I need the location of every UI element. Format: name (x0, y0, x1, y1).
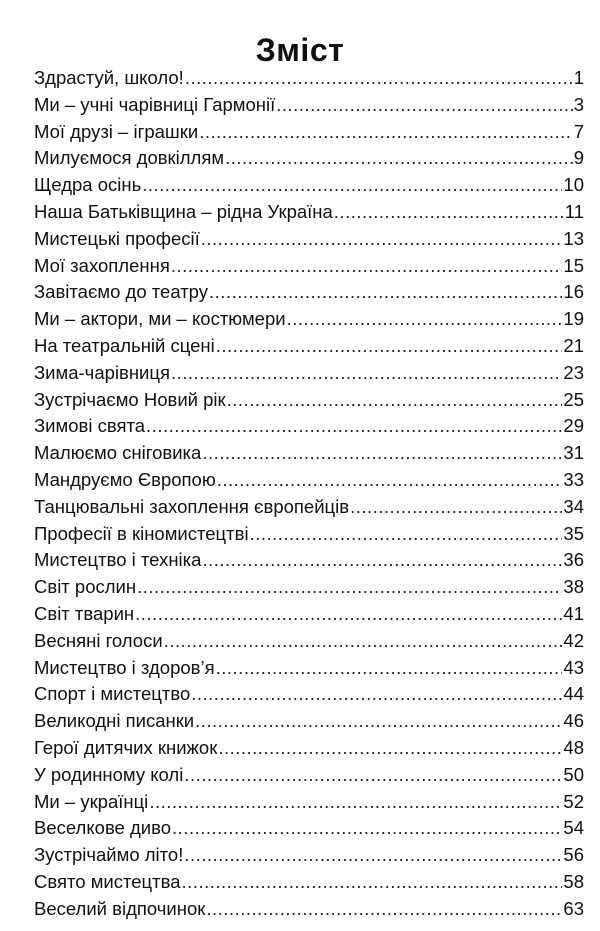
toc-dot-leader (184, 762, 562, 789)
toc-entry-page-number: 54 (563, 817, 584, 839)
toc-entry[interactable] (34, 226, 584, 253)
toc-entry-title: Мандруємо Європою (34, 468, 216, 490)
toc-entry-page-number: 34 (563, 495, 584, 517)
toc-entry-title: Професії в кіномистецтві (34, 522, 249, 544)
toc-entry-title: Великодні писанки (34, 710, 195, 732)
toc-entry[interactable] (34, 387, 584, 414)
toc-entry-title: Мої друзі – іграшки (34, 120, 199, 142)
toc-entry-title: Світ тварин (34, 602, 135, 624)
toc-entry-title: На театральній сцені (34, 334, 215, 356)
toc-entry[interactable] (34, 92, 584, 119)
toc-dot-leader (164, 628, 563, 655)
toc-entry[interactable] (34, 119, 584, 146)
toc-entry-page-number: 7 (573, 120, 584, 142)
toc-entry-title: Ми – українці (34, 790, 149, 812)
toc-entry-title: Зимові свята (34, 415, 146, 437)
toc-dot-leader (287, 306, 563, 333)
toc-dot-leader (171, 253, 563, 280)
toc-entry-title: Весняні голоси (34, 629, 163, 651)
toc-entry[interactable] (34, 655, 584, 682)
toc-entry-page-number: 33 (563, 468, 584, 490)
toc-entry-page-number: 21 (563, 334, 584, 356)
toc-entry[interactable] (34, 708, 584, 735)
toc-dot-leader (216, 333, 563, 360)
toc-dot-leader (209, 279, 562, 306)
toc-dot-leader (191, 681, 562, 708)
toc-dot-leader (182, 869, 563, 896)
page-title: Зміст (255, 32, 345, 68)
toc-dot-leader (276, 92, 572, 119)
toc-entry-title: Світ рослин (34, 576, 137, 598)
toc-dot-leader (217, 467, 563, 494)
toc-entry-title: Зустрічаємо Новий рік (34, 388, 226, 410)
toc-entry-title: Герої дитячих книжок (34, 736, 218, 758)
toc-entry[interactable] (34, 253, 584, 280)
toc-dot-leader (199, 119, 573, 146)
toc-entry-title: Ми – актори, ми – костюмери (34, 308, 286, 330)
toc-entry-page-number: 31 (563, 442, 584, 464)
toc-entry-title: Мистецтво і техніка (34, 549, 202, 571)
toc-entry-title: Спорт і мистецтво (34, 683, 191, 705)
toc-entry[interactable] (34, 494, 584, 521)
toc-entry-page-number: 42 (563, 629, 584, 651)
toc-entry-title: Свято мистецтва (34, 870, 181, 892)
toc-dot-leader (250, 521, 563, 548)
toc-dot-leader (195, 708, 562, 735)
toc-entry-page-number: 58 (563, 870, 584, 892)
toc-dot-leader (172, 815, 562, 842)
toc-entry[interactable] (34, 199, 584, 226)
toc-entry[interactable] (34, 842, 584, 869)
toc-entry-title: Наша Батьківщина – рідна Україна (34, 200, 333, 222)
toc-entry-page-number: 13 (563, 227, 584, 249)
toc-entry-page-number: 36 (563, 549, 584, 571)
toc-entry-title: Завітаємо до театру (34, 281, 209, 303)
toc-entry[interactable] (34, 360, 584, 387)
toc-dot-leader (135, 601, 562, 628)
toc-entry-page-number: 35 (563, 522, 584, 544)
toc-dot-leader (218, 735, 562, 762)
toc-dot-leader (202, 547, 562, 574)
toc-dot-leader (202, 440, 562, 467)
toc-entry[interactable] (34, 681, 584, 708)
toc-entry-page-number: 38 (563, 576, 584, 598)
toc-entry[interactable] (34, 65, 584, 92)
toc-entry-title: Мої захоплення (34, 254, 170, 276)
toc-entry-page-number: 11 (564, 200, 584, 222)
toc-dot-leader (184, 842, 562, 869)
table-of-contents (34, 65, 584, 923)
toc-entry-title: Зустрічаймо літо! (34, 844, 184, 866)
toc-dot-leader (142, 172, 562, 199)
toc-dot-leader (227, 387, 563, 414)
toc-entry[interactable] (34, 279, 584, 306)
toc-dot-leader (171, 360, 562, 387)
toc-entry[interactable] (34, 145, 584, 172)
toc-entry[interactable] (34, 547, 584, 574)
toc-entry-title: Мистецькі професії (34, 227, 200, 249)
toc-dot-leader (185, 65, 573, 92)
toc-entry-title: Малюємо сніговика (34, 442, 202, 464)
toc-entry[interactable] (34, 601, 584, 628)
toc-entry-title: Танцювальні захоплення європейців (34, 495, 350, 517)
toc-entry-page-number: 43 (563, 656, 584, 678)
toc-entry-title: Ми – учні чарівниці Гармонії (34, 93, 276, 115)
toc-entry[interactable] (34, 789, 584, 816)
toc-entry-title: Зима-чарівниця (34, 361, 170, 383)
toc-entry-page-number: 63 (563, 897, 584, 919)
toc-entry-page-number: 1 (573, 67, 584, 88)
toc-entry-title: У родинному колі (34, 763, 184, 785)
toc-entry-title: Мистецтво і здоров’я (34, 656, 215, 678)
toc-entry[interactable] (34, 815, 584, 842)
toc-entry-page-number: 23 (563, 361, 584, 383)
toc-entry-page-number: 19 (563, 308, 584, 330)
toc-entry-page-number: 52 (563, 790, 584, 812)
toc-entry[interactable] (34, 521, 584, 548)
toc-dot-leader (206, 896, 562, 923)
toc-entry-page-number: 9 (573, 147, 584, 169)
toc-dot-leader (225, 145, 573, 172)
toc-dot-leader (137, 574, 562, 601)
toc-entry-page-number: 56 (563, 844, 584, 866)
toc-entry-page-number: 41 (563, 602, 584, 624)
toc-entry-title: Щедра осінь (34, 174, 142, 196)
toc-dot-leader (149, 789, 562, 816)
toc-entry[interactable] (34, 762, 584, 789)
toc-entry-page-number: 10 (563, 174, 584, 196)
toc-entry-page-number: 3 (573, 93, 584, 115)
toc-entry-page-number: 29 (563, 415, 584, 437)
toc-entry-page-number: 25 (563, 388, 584, 410)
toc-entry[interactable] (34, 735, 584, 762)
toc-entry-title: Милуємося довкіллям (34, 147, 225, 169)
toc-entry-title: Здрастуй, школо! (34, 67, 184, 88)
toc-dot-leader (350, 494, 562, 521)
toc-dot-leader (216, 655, 563, 682)
toc-entry[interactable] (34, 413, 584, 440)
toc-entry-page-number: 44 (563, 683, 584, 705)
toc-entry-page-number: 50 (563, 763, 584, 785)
toc-dot-leader (146, 413, 562, 440)
toc-dot-leader (334, 199, 564, 226)
toc-entry[interactable] (34, 869, 584, 896)
toc-entry[interactable] (34, 628, 584, 655)
toc-dot-leader (201, 226, 563, 253)
toc-entry[interactable] (34, 333, 584, 360)
toc-entry-page-number: 15 (563, 254, 584, 276)
toc-entry[interactable] (34, 306, 584, 333)
toc-entry-title: Веселий відпочинок (34, 897, 206, 919)
toc-entry-page-number: 46 (563, 710, 584, 732)
toc-entry[interactable] (34, 467, 584, 494)
toc-entry[interactable] (34, 172, 584, 199)
toc-entry[interactable] (34, 440, 584, 467)
toc-entry[interactable] (34, 896, 584, 923)
toc-entry-title: Веселкове диво (34, 817, 172, 839)
toc-entry-page-number: 48 (563, 736, 584, 758)
toc-entry-page-number: 16 (563, 281, 584, 303)
toc-entry[interactable] (34, 574, 584, 601)
